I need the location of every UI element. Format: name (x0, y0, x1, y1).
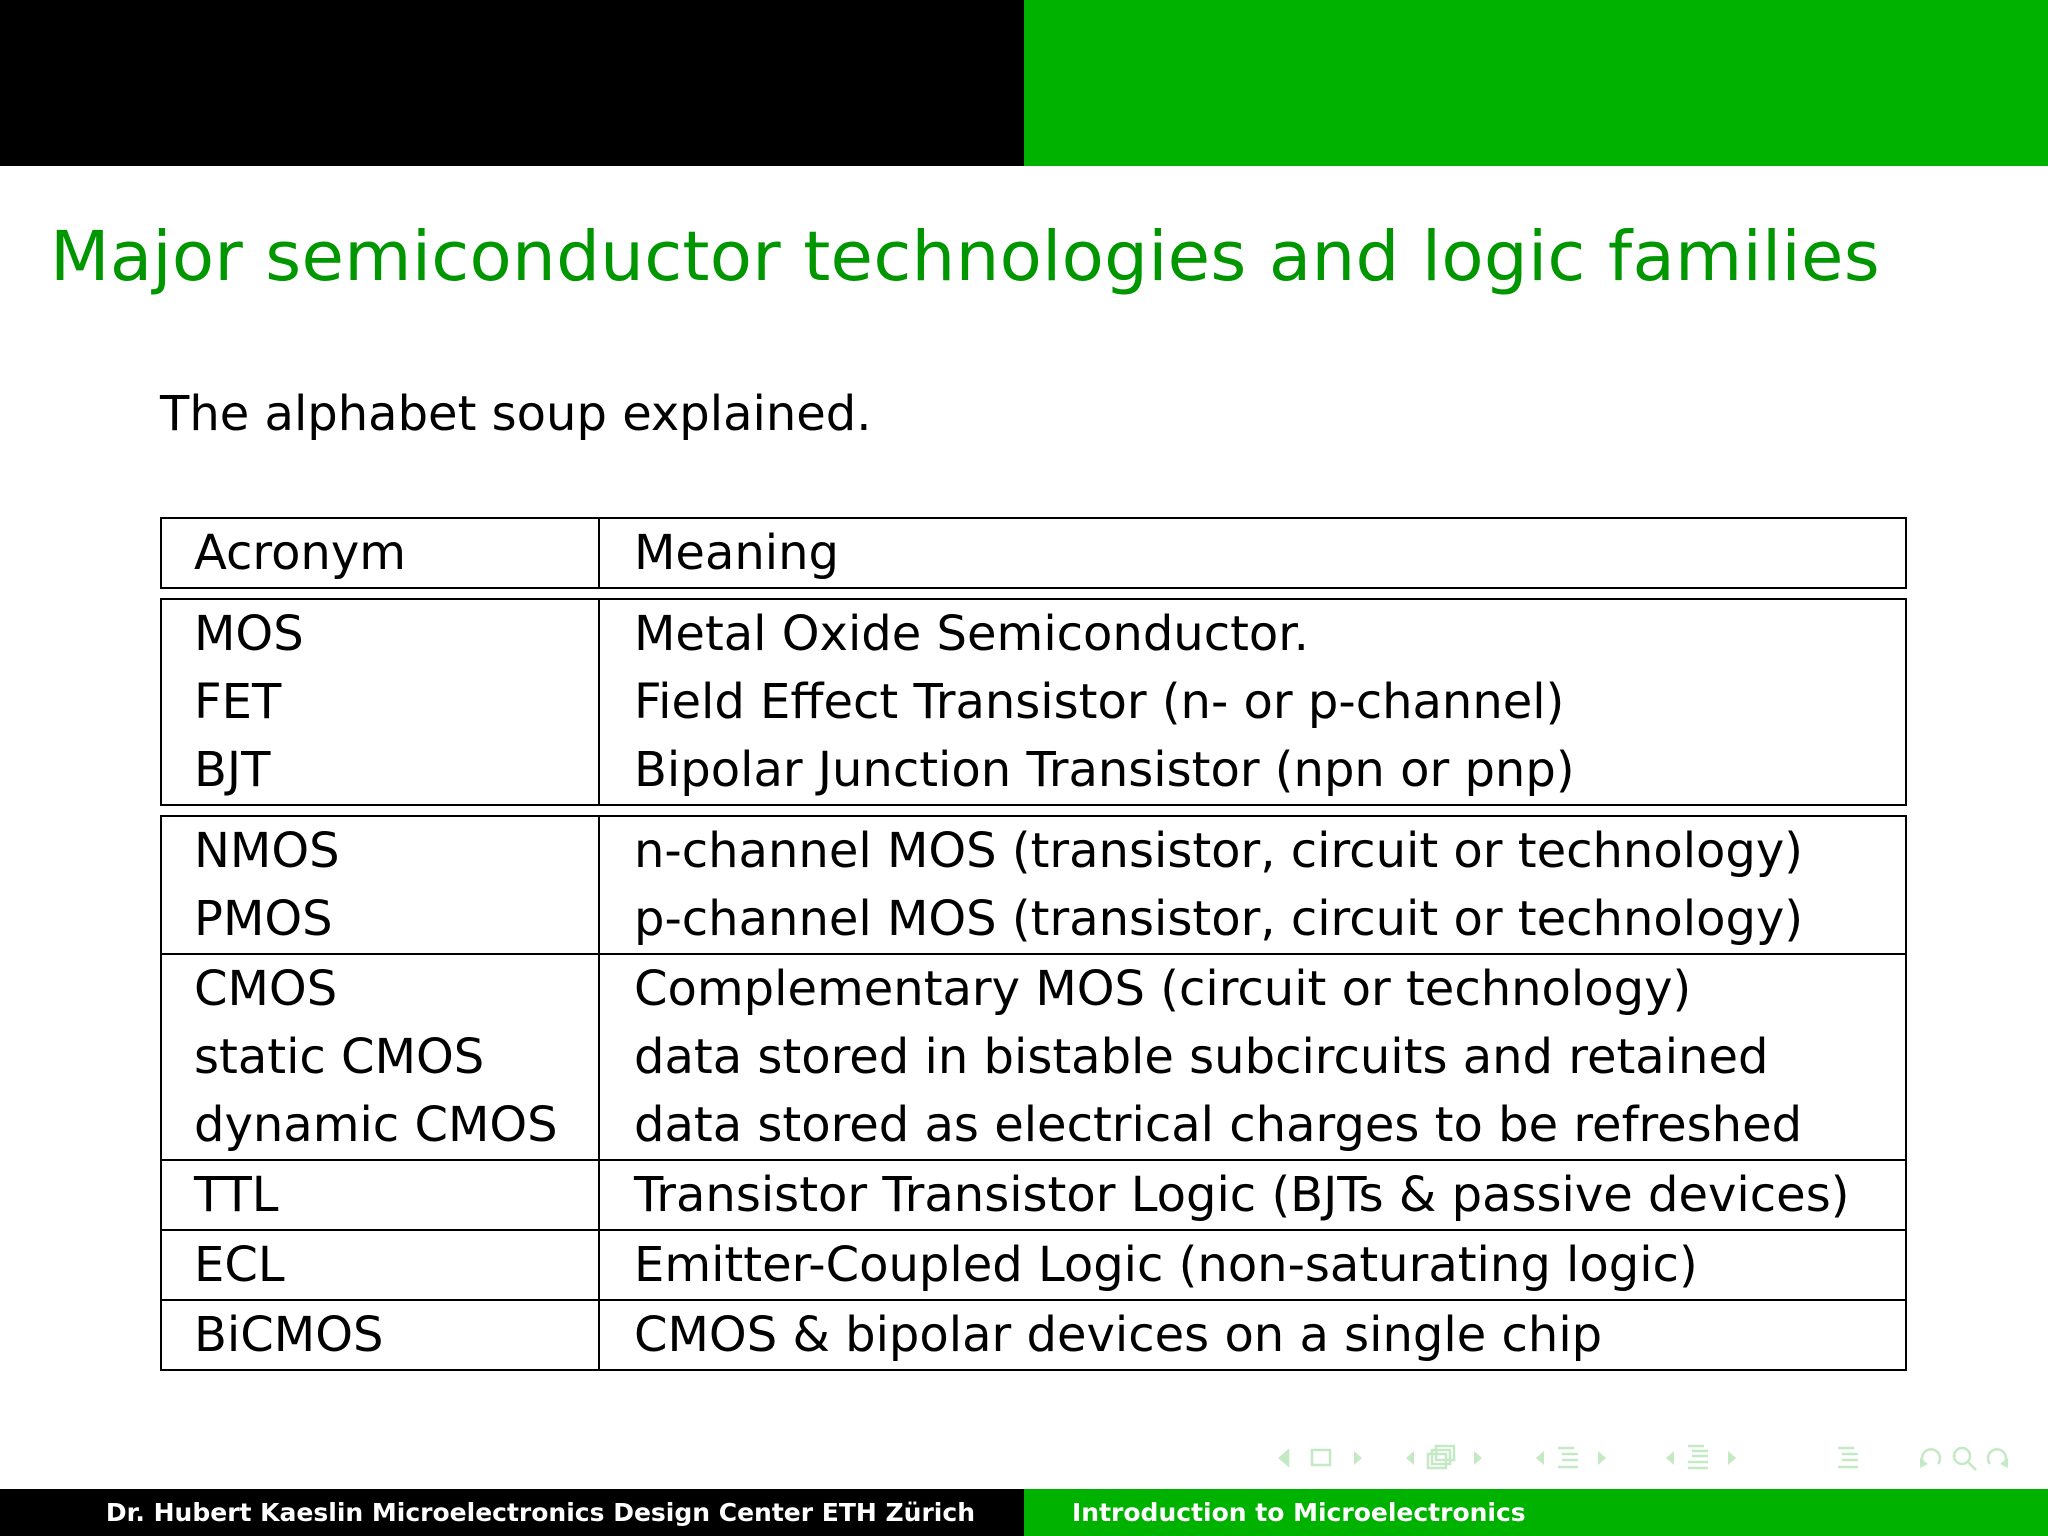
table-cell-acronym: FET (194, 674, 282, 730)
footer-course-title: Introduction to Microelectronics (1072, 1498, 1526, 1527)
table-header-row (160, 517, 1907, 589)
forward-icon[interactable] (1988, 1449, 2008, 1468)
table-cell-meaning: data stored as electrical charges to be refreshed (634, 1097, 1803, 1153)
footer-right-panel (1024, 1489, 2048, 1536)
nav-next-frame-icon[interactable] (1354, 1451, 1362, 1465)
acronym-column (162, 955, 600, 1159)
table-cell-meaning: data stored in bistable subcircuits and retained (634, 1029, 1769, 1085)
beamer-navigation-bar (1268, 1440, 2028, 1476)
table-cell-acronym: PMOS (194, 891, 333, 947)
acronym-column (162, 817, 600, 953)
acronym-column (162, 1231, 600, 1299)
table-cell-acronym: dynamic CMOS (194, 1097, 558, 1153)
table-cell-acronym: BJT (194, 742, 271, 798)
meaning-column (600, 1301, 1905, 1369)
header-right-panel (1024, 0, 2048, 166)
table-cell-meaning: Field Effect Transistor (n- or p-channel) (634, 674, 1565, 730)
meaning-column (600, 1161, 1905, 1229)
table-group-cmos (160, 955, 1907, 1161)
nav-prev-section-icon[interactable] (1536, 1451, 1544, 1465)
nav-prev-frame-icon[interactable] (1280, 1450, 1288, 1466)
meaning-column (600, 600, 1905, 804)
footer-left-panel (0, 1489, 1024, 1536)
table-header-cell (162, 519, 600, 587)
column-header-acronym: Acronym (194, 525, 407, 581)
nav-next-subsection-icon[interactable] (1474, 1451, 1482, 1465)
table-cell-meaning: Complementary MOS (circuit or technology) (634, 961, 1692, 1017)
glossary-table (160, 517, 1907, 1371)
section-icon[interactable] (1558, 1448, 1578, 1467)
table-group-nmos-pmos (160, 815, 1907, 955)
footer-author: Dr. Hubert Kaeslin Microelectronics Design Center ETH Zürich (105, 1498, 975, 1527)
nav-next-part-icon[interactable] (1728, 1451, 1736, 1465)
frame-icon[interactable] (1312, 1450, 1330, 1465)
acronym-column (162, 600, 600, 804)
table-group-transistors (160, 598, 1907, 806)
table-cell-meaning: Bipolar Junction Transistor (npn or pnp) (634, 742, 1575, 798)
table-cell-meaning: n-channel MOS (transistor, circuit or technology) (634, 823, 1804, 879)
header-left-panel (0, 0, 1024, 166)
table-cell-acronym: static CMOS (194, 1029, 485, 1085)
subsection-icon[interactable] (1428, 1446, 1454, 1468)
table-cell-acronym: ECL (194, 1237, 285, 1293)
nav-prev-part-icon[interactable] (1666, 1451, 1674, 1465)
meaning-column (600, 817, 1905, 953)
table-cell-meaning: Emitter-Coupled Logic (non-saturating logic) (634, 1237, 1698, 1293)
table-header-cell (600, 519, 1905, 587)
meaning-column (600, 955, 1905, 1159)
frame-subtitle: The alphabet soup explained. (160, 386, 872, 442)
table-cell-acronym: CMOS (194, 961, 338, 1017)
table-cell-meaning: Metal Oxide Semiconductor. (634, 606, 1309, 662)
column-header-meaning: Meaning (634, 525, 840, 581)
table-cell-acronym: MOS (194, 606, 304, 662)
back-icon[interactable] (1920, 1449, 1940, 1468)
table-group-ttl (160, 1161, 1907, 1231)
table-cell-acronym: BiCMOS (194, 1307, 384, 1363)
table-group-bicmos (160, 1301, 1907, 1371)
table-cell-meaning: CMOS & bipolar devices on a single chip (634, 1307, 1603, 1363)
table-group-ecl (160, 1231, 1907, 1301)
page-title: Major semiconductor technologies and logic families (50, 217, 1880, 297)
appendix-icon[interactable] (1838, 1448, 1858, 1467)
header-bar (0, 0, 2048, 166)
search-icon[interactable] (1954, 1448, 1976, 1470)
acronym-column (162, 1301, 600, 1369)
nav-prev-subsection-icon[interactable] (1406, 1451, 1414, 1465)
beamer-navigation-symbols (1268, 1440, 2028, 1476)
table-cell-acronym: NMOS (194, 823, 340, 879)
nav-next-section-icon[interactable] (1598, 1451, 1606, 1465)
table-cell-meaning: Transistor Transistor Logic (BJTs & passive devices) (634, 1167, 1850, 1223)
table-cell-meaning: p-channel MOS (transistor, circuit or technology) (634, 891, 1804, 947)
part-icon[interactable] (1688, 1446, 1708, 1468)
acronym-column (162, 1161, 600, 1229)
table-cell-acronym: TTL (194, 1167, 279, 1223)
meaning-column (600, 1231, 1905, 1299)
